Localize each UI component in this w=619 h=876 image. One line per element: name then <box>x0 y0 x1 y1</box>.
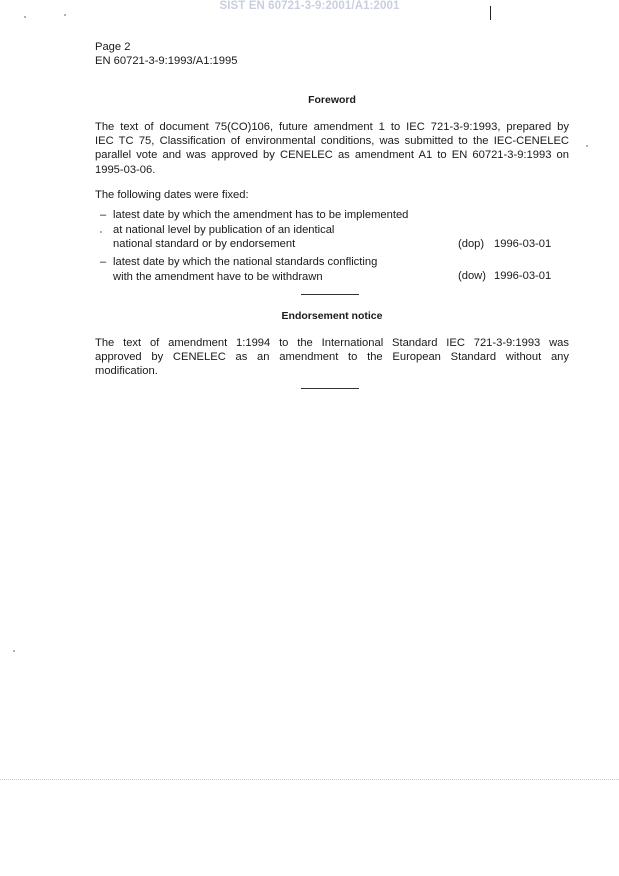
section-divider <box>301 388 359 389</box>
paragraph-line: 1995-03-06. <box>95 163 156 176</box>
date-code: (dow) <box>458 270 486 282</box>
scan-artifact-line <box>0 779 619 780</box>
paragraph-line: modification. <box>95 365 158 378</box>
document-id: EN 60721-3-9:1993/A1:1995 <box>95 54 238 67</box>
section-divider <box>301 294 359 295</box>
scan-speck <box>586 145 588 147</box>
paragraph-line: The text of amendment 1:1994 to the International Standard IEC 721-3-9:1993 was <box>95 337 569 349</box>
scan-speck <box>24 16 26 18</box>
date-code: (dop) <box>458 238 485 250</box>
date-item-text <box>113 208 453 252</box>
date-item-line: latest date by which the national standards conflicting <box>113 256 378 268</box>
scan-speck <box>64 14 66 16</box>
date-item-text <box>113 255 453 284</box>
date-item-dow <box>100 255 570 285</box>
scan-mark <box>490 6 491 20</box>
watermark: SIST EN 60721-3-9:2001/A1:2001 <box>219 0 400 12</box>
paragraph-line: parallel vote and was approved by CENELEC as amendment A1 to EN 60721-3-9:1993 on <box>95 149 569 162</box>
date-item-line: with the amendment have to be withdrawn <box>113 270 323 283</box>
paragraph-line: The text of document 75(CO)106, future amendment 1 to IEC 721-3-9:1993, prepared by <box>95 121 569 133</box>
foreword-paragraph <box>95 120 569 177</box>
paragraph-line: approved by CENELEC as an amendment to the European Standard without any <box>95 351 569 364</box>
foreword-heading: Foreword <box>308 94 356 106</box>
endorsement-paragraph <box>95 336 569 379</box>
page-number: Page 2 <box>95 41 131 53</box>
date-item-line: latest date by which the amendment has to be implemented <box>113 209 409 221</box>
page-header <box>95 41 237 68</box>
date-value: 1996-03-01 <box>494 238 552 250</box>
endorsement-heading: Endorsement notice <box>281 310 383 322</box>
date-item-dop <box>100 208 570 252</box>
dash-bullet: – <box>100 256 107 268</box>
date-item-line: at national level by publication of an identical <box>113 223 335 236</box>
scan-speck <box>100 231 102 233</box>
scan-speck <box>13 650 15 652</box>
date-value: 1996-03-01 <box>494 270 552 282</box>
dash-bullet: – <box>100 209 107 221</box>
date-item-line: national standard or by endorsement <box>113 238 296 250</box>
dates-intro: The following dates were fixed: <box>95 189 249 201</box>
paragraph-line: IEC TC 75, Classification of environmental conditions, was submitted to the IEC-CENELEC <box>95 135 569 148</box>
